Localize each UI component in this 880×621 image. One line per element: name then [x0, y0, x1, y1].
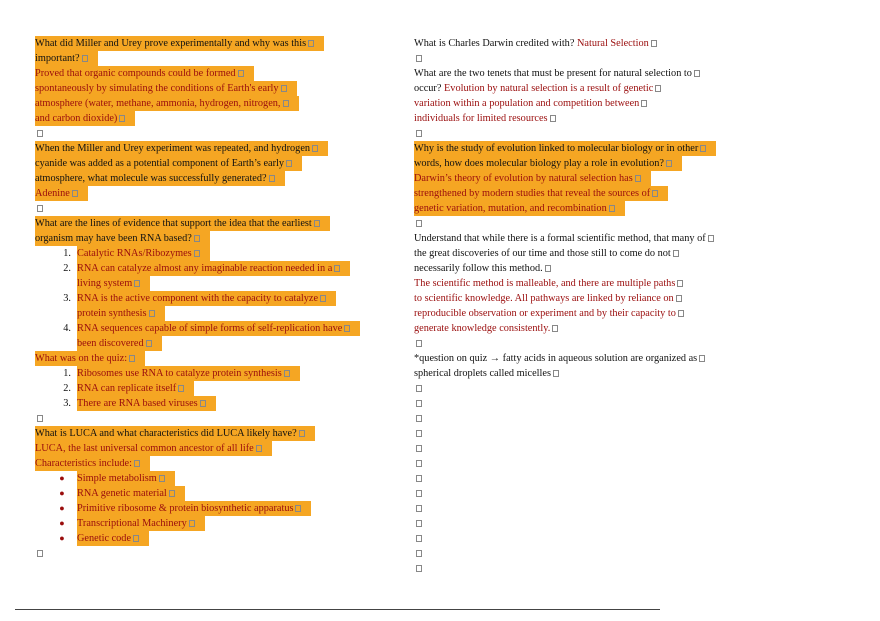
- placeholder-box-icon: [320, 295, 326, 302]
- text-line: [35, 141, 385, 156]
- question-text: words, how does molecular biology play a role in evolution?: [414, 158, 664, 169]
- text-span: [414, 233, 714, 244]
- placeholder-box-icon: [334, 265, 340, 272]
- placeholder-box-icon: [416, 550, 422, 557]
- highlighted-span: [77, 516, 205, 531]
- answer-text: spontaneously by simulating the conditions of Earth's early: [35, 83, 279, 94]
- placeholder-box-icon: [344, 325, 350, 332]
- list-item-text: There are RNA based viruses: [77, 398, 198, 409]
- text-line: [414, 81, 744, 96]
- text-line: [35, 366, 385, 381]
- placeholder-box-icon: [416, 445, 422, 452]
- answer-text: genetic variation, mutation, and recombination: [414, 203, 607, 214]
- text-line: [35, 426, 385, 441]
- highlighted-span: [414, 186, 668, 201]
- highlighted-span: [77, 306, 165, 321]
- answer-text: Proved that organic compounds could be formed: [35, 68, 236, 79]
- empty-line: [35, 546, 385, 561]
- text-line: [414, 186, 744, 201]
- placeholder-box-icon: [159, 475, 165, 482]
- list-item-text: RNA can replicate itself: [77, 383, 177, 394]
- list-number: 2.: [63, 383, 71, 394]
- placeholder-box-icon: [700, 145, 706, 152]
- question-text: What is Charles Darwin credited with?: [414, 38, 577, 49]
- question-text: atmosphere, what molecule was successfully generated?: [35, 173, 267, 184]
- question-text: What did Miller and Urey prove experimentally and why was this: [35, 38, 307, 49]
- list-item-text: Catalytic RNAs/Ribozymes: [77, 248, 192, 259]
- placeholder-box-icon: [708, 235, 714, 242]
- list-item-text: RNA is the active component with the capacity to catalyze: [77, 293, 319, 304]
- placeholder-box-icon: [37, 550, 43, 557]
- question-text: What is LUCA and what characteristics did LUCA likely have?: [35, 428, 297, 439]
- highlighted-span: [77, 501, 311, 516]
- question-text: important?: [35, 53, 80, 64]
- placeholder-box-icon: [416, 565, 422, 572]
- text-span: [414, 278, 683, 289]
- placeholder-box-icon: [146, 340, 152, 347]
- highlighted-span: [77, 531, 149, 546]
- highlighted-span: [77, 336, 162, 351]
- highlighted-span: [35, 441, 272, 456]
- highlighted-span: [414, 141, 716, 156]
- highlighted-span: [35, 171, 285, 186]
- placeholder-box-icon: [194, 235, 200, 242]
- empty-line: [414, 546, 744, 561]
- placeholder-box-icon: [676, 295, 682, 302]
- highlighted-span: [77, 291, 336, 306]
- empty-line: [414, 441, 744, 456]
- placeholder-box-icon: [416, 535, 422, 542]
- answer-text: individuals for limited resources: [414, 113, 548, 124]
- placeholder-box-icon: [284, 370, 290, 377]
- list-number: 3.: [63, 293, 71, 304]
- empty-line: [414, 561, 744, 576]
- placeholder-box-icon: [134, 460, 140, 467]
- placeholder-box-icon: [694, 70, 700, 77]
- answer-text: protein synthesis: [77, 308, 147, 319]
- text-line: [35, 81, 385, 96]
- text-span: [414, 353, 705, 364]
- highlighted-span: [414, 201, 625, 216]
- placeholder-box-icon: [416, 475, 422, 482]
- bullet-item-text: Simple metabolism: [77, 473, 157, 484]
- bullet-icon: ●: [59, 503, 65, 513]
- highlighted-span: [35, 186, 88, 201]
- placeholder-box-icon: [37, 415, 43, 422]
- text-line: [414, 141, 744, 156]
- text-line: [35, 246, 385, 261]
- placeholder-box-icon: [609, 205, 615, 212]
- placeholder-box-icon: [416, 55, 422, 62]
- highlighted-span: [77, 396, 216, 411]
- text-line: [35, 216, 385, 231]
- highlighted-span: [77, 276, 150, 291]
- question-text: *question on quiz → fatty acids in aqueous solution are organized as: [414, 353, 698, 364]
- placeholder-box-icon: [200, 400, 206, 407]
- highlighted-span: [35, 456, 150, 471]
- bullet-icon: ●: [59, 473, 65, 483]
- placeholder-box-icon: [678, 310, 684, 317]
- placeholder-box-icon: [635, 175, 641, 182]
- empty-line: [414, 501, 744, 516]
- placeholder-box-icon: [189, 520, 195, 527]
- text-span: [414, 308, 684, 319]
- text-line: [414, 201, 744, 216]
- placeholder-box-icon: [673, 250, 679, 257]
- highlighted-span: [77, 471, 175, 486]
- text-line: [414, 321, 744, 336]
- text-line: [35, 531, 385, 546]
- highlighted-span: [35, 81, 297, 96]
- list-number: 2.: [63, 263, 71, 274]
- list-number: 3.: [63, 398, 71, 409]
- highlighted-span: [414, 156, 682, 171]
- answer-text: LUCA, the last universal common ancestor of all life: [35, 443, 254, 454]
- question-text: Understand that while there is a formal scientific method, that many of: [414, 233, 706, 244]
- highlighted-span: [35, 51, 98, 66]
- placeholder-box-icon: [286, 160, 292, 167]
- answer-text: and carbon dioxide): [35, 113, 118, 124]
- placeholder-box-icon: [416, 400, 422, 407]
- question-text: cyanide was added as a potential component of Earth’s early: [35, 158, 285, 169]
- text-span: [414, 98, 647, 109]
- placeholder-box-icon: [178, 385, 184, 392]
- answer-text: generate knowledge consistently.: [414, 323, 551, 334]
- empty-line: [414, 216, 744, 231]
- text-line: [414, 261, 744, 276]
- text-line: [414, 291, 744, 306]
- placeholder-box-icon: [312, 145, 318, 152]
- placeholder-box-icon: [641, 100, 647, 107]
- highlighted-span: [77, 321, 360, 336]
- answer-text: The scientific method is malleable, and there are multiple paths: [414, 278, 676, 289]
- placeholder-box-icon: [314, 220, 320, 227]
- text-span: [414, 323, 558, 334]
- bullet-icon: ●: [59, 533, 65, 543]
- placeholder-box-icon: [82, 55, 88, 62]
- placeholder-box-icon: [295, 505, 301, 512]
- placeholder-box-icon: [169, 490, 175, 497]
- answer-text: variation within a population and competition between: [414, 98, 640, 109]
- placeholder-box-icon: [552, 325, 558, 332]
- text-line: [414, 36, 744, 51]
- text-line: [35, 486, 385, 501]
- text-line: [35, 501, 385, 516]
- empty-line: [414, 486, 744, 501]
- placeholder-box-icon: [677, 280, 683, 287]
- question-text: When the Miller and Urey experiment was repeated, and hydrogen: [35, 143, 311, 154]
- placeholder-box-icon: [416, 505, 422, 512]
- empty-line: [414, 411, 744, 426]
- text-line: [35, 516, 385, 531]
- placeholder-box-icon: [283, 100, 289, 107]
- text-line: [414, 111, 744, 126]
- text-span: [414, 68, 700, 79]
- placeholder-box-icon: [416, 220, 422, 227]
- text-line: [35, 456, 385, 471]
- placeholder-box-icon: [416, 520, 422, 527]
- highlighted-span: [35, 216, 330, 231]
- text-line: [35, 231, 385, 246]
- answer-text: been discovered: [77, 338, 144, 349]
- placeholder-box-icon: [416, 385, 422, 392]
- placeholder-box-icon: [666, 160, 672, 167]
- placeholder-box-icon: [699, 355, 705, 362]
- placeholder-box-icon: [655, 85, 661, 92]
- list-number: 1.: [63, 248, 71, 259]
- highlighted-span: [35, 156, 302, 171]
- list-item-text: RNA sequences capable of simple forms of self-replication have: [77, 323, 343, 334]
- empty-line: [414, 51, 744, 66]
- question-text: occur?: [414, 83, 445, 94]
- text-span: [414, 248, 679, 259]
- text-line: [35, 276, 385, 291]
- text-line: [35, 51, 385, 66]
- empty-line: [35, 411, 385, 426]
- placeholder-box-icon: [133, 535, 139, 542]
- text-line: [35, 36, 385, 51]
- bullet-icon: ●: [59, 488, 65, 498]
- question-text: the great discoveries of our time and those still to come do not: [414, 248, 671, 259]
- placeholder-box-icon: [37, 205, 43, 212]
- text-line: [35, 441, 385, 456]
- text-line: [35, 291, 385, 306]
- list-number: 4.: [63, 323, 71, 334]
- highlighted-span: [35, 96, 299, 111]
- highlighted-span: [35, 66, 254, 81]
- text-line: [414, 66, 744, 81]
- highlighted-span: [414, 171, 651, 186]
- placeholder-box-icon: [149, 310, 155, 317]
- bullet-item-text: Genetic code: [77, 533, 132, 544]
- text-line: [35, 321, 385, 336]
- placeholder-box-icon: [416, 130, 422, 137]
- placeholder-box-icon: [281, 85, 287, 92]
- highlighted-span: [77, 246, 210, 261]
- text-line: [414, 231, 744, 246]
- text-line: [414, 366, 744, 381]
- highlighted-span: [77, 261, 350, 276]
- highlighted-span: [77, 366, 300, 381]
- right-column: [414, 36, 744, 576]
- highlighted-span: [77, 381, 194, 396]
- list-number: 1.: [63, 368, 71, 379]
- left-column: [35, 36, 385, 561]
- text-line: [35, 156, 385, 171]
- empty-line: [35, 126, 385, 141]
- placeholder-box-icon: [269, 175, 275, 182]
- text-line: [35, 111, 385, 126]
- answer-text: Evolution by natural selection is a result of genetic: [444, 83, 654, 94]
- text-line: [414, 276, 744, 291]
- text-line: [35, 306, 385, 321]
- question-text: spherical droplets called micelles: [414, 368, 551, 379]
- text-line: [414, 306, 744, 321]
- placeholder-box-icon: [550, 115, 556, 122]
- answer-text: Characteristics include:: [35, 458, 132, 469]
- answer-text: atmosphere (water, methane, ammonia, hydrogen, nitrogen,: [35, 98, 281, 109]
- empty-line: [414, 516, 744, 531]
- text-span: [414, 113, 556, 124]
- text-line: [35, 171, 385, 186]
- text-span: [414, 368, 559, 379]
- empty-line: [414, 456, 744, 471]
- bullet-item-text: RNA genetic material: [77, 488, 167, 499]
- text-line: [414, 96, 744, 111]
- text-line: [35, 336, 385, 351]
- text-line: [414, 156, 744, 171]
- question-text: Why is the study of evolution linked to molecular biology or in other: [414, 143, 699, 154]
- empty-line: [35, 201, 385, 216]
- highlighted-span: [35, 141, 328, 156]
- placeholder-box-icon: [256, 445, 262, 452]
- placeholder-box-icon: [308, 40, 314, 47]
- text-line: [35, 471, 385, 486]
- placeholder-box-icon: [652, 190, 658, 197]
- placeholder-box-icon: [129, 355, 135, 362]
- text-line: [414, 246, 744, 261]
- answer-text: reproducible observation or experiment and by their capacity to: [414, 308, 676, 319]
- text-span: [414, 263, 551, 274]
- question-text: organism may have been RNA based?: [35, 233, 192, 244]
- question-text: What are the two tenets that must be present for natural selection to: [414, 68, 692, 79]
- text-line: [35, 66, 385, 81]
- question-text: necessarily follow this method.: [414, 263, 543, 274]
- empty-line: [414, 381, 744, 396]
- highlighted-span: [35, 231, 210, 246]
- text-line: [35, 381, 385, 396]
- text-line: [35, 96, 385, 111]
- empty-line: [414, 126, 744, 141]
- placeholder-box-icon: [416, 430, 422, 437]
- answer-text: to scientific knowledge. All pathways are linked by reliance on: [414, 293, 674, 304]
- bullet-item-text: Primitive ribosome & protein biosynthetic apparatus: [77, 503, 294, 514]
- empty-line: [414, 336, 744, 351]
- placeholder-box-icon: [37, 130, 43, 137]
- placeholder-box-icon: [553, 370, 559, 377]
- highlighted-span: [35, 351, 145, 366]
- placeholder-box-icon: [416, 460, 422, 467]
- placeholder-box-icon: [119, 115, 125, 122]
- placeholder-box-icon: [651, 40, 657, 47]
- highlighted-span: [35, 111, 135, 126]
- answer-text: Adenine: [35, 188, 70, 199]
- text-line: [414, 351, 744, 366]
- answer-text: Darwin’s theory of evolution by natural selection has: [414, 173, 633, 184]
- placeholder-box-icon: [416, 340, 422, 347]
- empty-line: [414, 531, 744, 546]
- text-line: [35, 186, 385, 201]
- highlighted-span: [35, 426, 315, 441]
- answer-text: What was on the quiz:: [35, 353, 128, 364]
- text-span: [414, 38, 657, 49]
- answer-text: Natural Selection: [576, 38, 649, 49]
- highlighted-span: [35, 36, 324, 51]
- placeholder-box-icon: [416, 490, 422, 497]
- footer-rule: [15, 609, 660, 610]
- answer-text: strengthened by modern studies that reveal the sources of: [414, 188, 651, 199]
- empty-line: [414, 426, 744, 441]
- placeholder-box-icon: [194, 250, 200, 257]
- bullet-item-text: Transcriptional Machinery: [77, 518, 187, 529]
- placeholder-box-icon: [134, 280, 140, 287]
- text-line: [35, 261, 385, 276]
- text-line: [35, 396, 385, 411]
- placeholder-box-icon: [299, 430, 305, 437]
- list-item-text: Ribosomes use RNA to catalyze protein synthesis: [77, 368, 282, 379]
- empty-line: [414, 471, 744, 486]
- bullet-icon: ●: [59, 518, 65, 528]
- empty-line: [414, 396, 744, 411]
- text-span: [414, 293, 682, 304]
- placeholder-box-icon: [545, 265, 551, 272]
- text-line: [35, 351, 385, 366]
- text-span: [414, 83, 661, 94]
- text-line: [414, 171, 744, 186]
- answer-text: living system: [77, 278, 133, 289]
- placeholder-box-icon: [416, 415, 422, 422]
- highlighted-span: [77, 486, 185, 501]
- list-item-text: RNA can catalyze almost any imaginable reaction needed in a: [77, 263, 333, 274]
- question-text: What are the lines of evidence that support the idea that the earliest: [35, 218, 312, 229]
- placeholder-box-icon: [72, 190, 78, 197]
- placeholder-box-icon: [238, 70, 244, 77]
